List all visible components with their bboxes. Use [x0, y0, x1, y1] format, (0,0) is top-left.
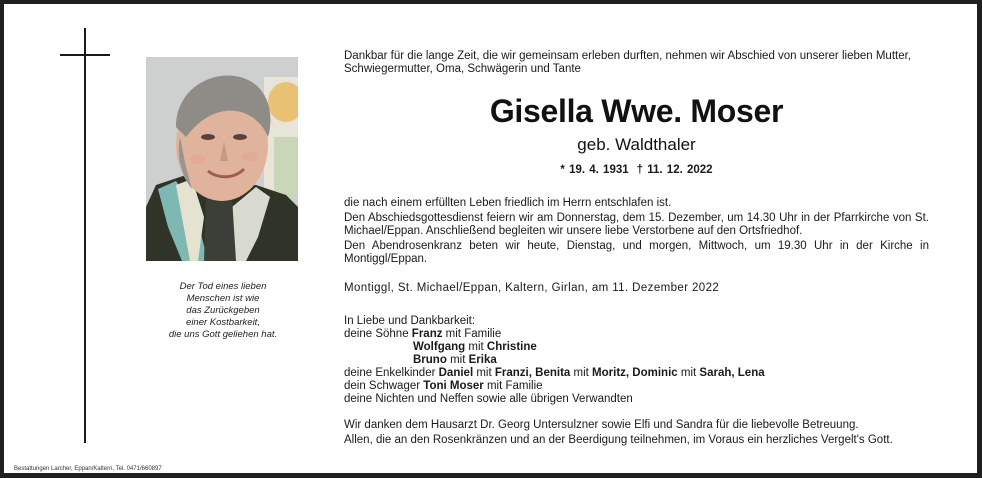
intro-text: Dankbar für die lange Zeit, die wir gemeinsam erleben durften, nehmen wir Abschied von unserer lieben Mutter, Schwiegermutter, Oma, Schwägerin und Tante: [344, 50, 911, 75]
family-sons: deine Söhne Franz mit Familie: [344, 328, 502, 340]
thanks-line: Wir danken dem Hausarzt Dr. Georg Untersulzner sowie Elfi und Sandra für die liebevolle Betreuung.: [344, 419, 859, 431]
quote-line: einer Kostbarkeit,: [186, 317, 260, 328]
family-son: Wolfgang mit Christine: [413, 341, 537, 353]
family-son: Bruno mit Erika: [413, 354, 497, 366]
son-name: Bruno: [413, 354, 447, 366]
thanks-section: [344, 419, 929, 449]
partner-name: Christine: [486, 341, 537, 353]
quote-line: Der Tod eines lieben: [179, 281, 267, 292]
quote-line: das Zurückgeben: [186, 305, 260, 316]
quote-line: Menschen ist wie: [186, 293, 260, 304]
memorial-quote: [142, 281, 304, 341]
maiden-name: geb. Waldthaler: [577, 135, 696, 154]
obituary-card: [4, 4, 977, 473]
death-date: † 11. 12. 2022: [636, 164, 713, 176]
partner-name: Erika: [468, 354, 497, 366]
family-relatives: deine Nichten und Neffen sowie alle übrigen Verwandten: [344, 393, 633, 405]
paragraph-funeral: Den Abschiedsgottesdienst feiern wir am Donnerstag, dem 15. Dezember, um 14.30 Uhr in der Pfarrkirche von St. Michael/Eppan. Anschließend begleiten wir unsere liebe Verstorbene auf den Ortsfriedhof.: [344, 212, 929, 237]
place-date: Montiggl, St. Michael/Eppan, Kaltern, Girlan, am 11. Dezember 2022: [344, 282, 720, 294]
life-dates: [344, 163, 929, 177]
family-intro: In Liebe und Dankbarkeit:: [344, 315, 476, 327]
portrait-photo: [146, 57, 298, 261]
family-brother-in-law: dein Schwager Toni Moser mit Familie: [344, 380, 543, 392]
paragraph-rosary: Den Abendrosenkranz beten wir heute, Dienstag, und morgen, Mittwoch, um 19.30 Uhr in der Kirche in Montiggl/Eppan.: [344, 240, 929, 265]
paragraph-passing: die nach einem erfüllten Leben friedlich im Herrn entschlafen ist.: [344, 197, 672, 209]
son-name: Wolfgang: [413, 341, 466, 353]
thanks-line: Allen, die an den Rosenkränzen und an der Beerdigung teilnehmen, im Voraus ein herzliches Vergelt's Gott.: [344, 434, 893, 446]
family-grandchildren: deine Enkelkinder Daniel mit Franzi, Benita mit Moritz, Dominic mit Sarah, Lena: [344, 367, 765, 379]
cross-icon: [84, 28, 86, 443]
family-list: [344, 315, 929, 406]
cross-icon-bar: [60, 54, 110, 56]
son-name: Franz: [411, 328, 443, 340]
birth-date: * 19. 4. 1931: [560, 164, 629, 176]
quote-line: die uns Gott geliehen hat.: [168, 329, 278, 340]
funeral-home-footer: Bestattungen Larcher, Eppan/Kaltern, Tel. 0471/660897: [14, 466, 162, 472]
deceased-name: Gisella Wwe. Moser: [489, 93, 784, 129]
